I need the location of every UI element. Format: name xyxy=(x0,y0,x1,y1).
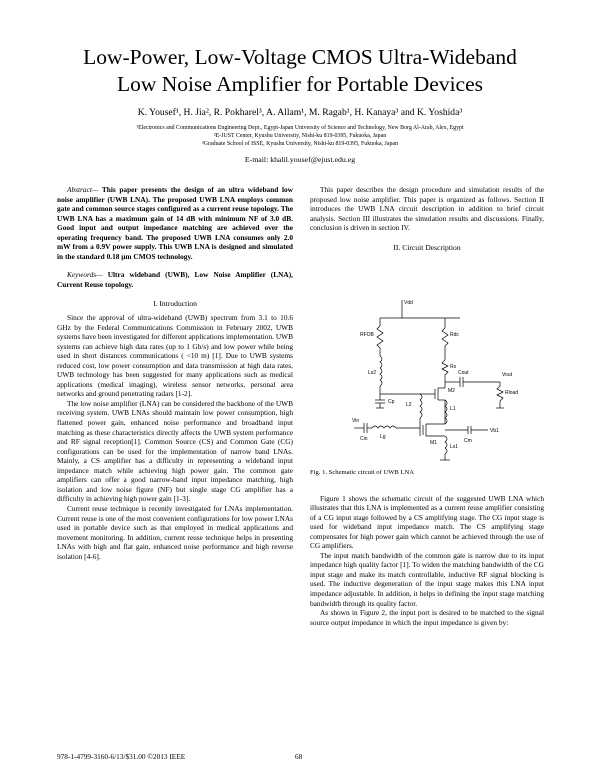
label-l2: L2 xyxy=(406,402,412,408)
keywords-label: Keywords— xyxy=(67,270,103,280)
label-vb1: Vb1 xyxy=(490,428,499,434)
intro-paragraph-1: Since the approval of ultra-wideband (UWB) spectrum from 3.1 to 10.6 GHz by the Federal Communications Commission in February 2002, UWB systems have been investigated for different applications implementation. UWB systems can achieve high data rates (up to 1 Gb/s) and low power while being used in short distances communications ( <10 m) [1]. Due to UWB systems reduced cost, low power consumption and data transmission at high data rates, UWB technology has been suggested for many applications such as medical applications (medical imaging), wireless sensor networks, personal area networks and ground penetrating radars [1-2]. xyxy=(57,313,293,399)
circuit-paragraph-1: Figure 1 shows the schematic circuit of the suggested UWB LNA which illustrates that this LNA is implemented as a current reuse amplifier consisting of a CG input stage followed by a CS amplifying stage. The CG input stage is used for wideband input impedance match. The CS amplifying stage compensates for high power gain which cannot be achieved through the use of CG amplifiers. xyxy=(310,493,544,551)
label-cm: Cm xyxy=(464,438,472,444)
footer-copyright: 978-1-4799-3160-6/13/$31.00 ©2013 IEEE xyxy=(57,752,186,761)
right-column-lower xyxy=(310,468,544,627)
section-heading-circuit-description: II. Circuit Description xyxy=(393,242,461,252)
label-cp: Cp xyxy=(388,399,395,405)
label-rfob: RFOB xyxy=(360,332,374,338)
label-cout: Cout xyxy=(458,370,469,376)
circuit-paragraph-2: The input match bandwidth of the common gate is narrow due to its input impedance high quality factor [1]. To widen the matching bandwidth of the CG input stage and make its match controllable, inductive RF signal blocking is used. The inductive degeneration of the input stage makes this LNA input impedance adjustable. In addition, it helps in defining the input stage matching bandwidth through its quality factor. xyxy=(310,550,544,608)
label-rs: Rs xyxy=(450,364,457,370)
organization-paragraph: This paper describes the design procedure and simulation results of the proposed low noise amplifier. This paper is organized as follows. Section II introduces the UWB LNA circuit description in addition to brief circuit analysis. Section III illustrates the simulation results and discussions. Finally, conclusion is driven in section IV. xyxy=(310,185,544,233)
title-line-1: Low-Power, Low-Voltage CMOS Ultra-Wideband xyxy=(83,45,517,69)
circuit-paragraph-3: As shown in Figure 2, the input port is desired to be matched to the signal source output impedance in which the input impedance is given by: xyxy=(310,608,544,627)
abstract-label: Abstract— xyxy=(67,185,99,194)
label-m2: M2 xyxy=(448,388,455,394)
left-column xyxy=(57,185,293,561)
figure-caption: Fig. 1. Schematic circuit of UWB LNA xyxy=(310,469,415,476)
label-vout: Vout xyxy=(502,372,513,378)
paper-title xyxy=(30,44,570,98)
label-vin: Vin xyxy=(352,418,360,424)
title-line-2: Low Noise Amplifier for Portable Devices xyxy=(116,72,483,96)
label-lg: Lg xyxy=(380,434,386,440)
author-list: K. Yousef¹, H. Jia², R. Pokharel³, A. Allam¹, M. Ragab¹, H. Kanaya³ and K. Yoshida³ xyxy=(137,107,463,118)
label-ls1: Ls1 xyxy=(450,444,459,450)
keywords-text: Ultra wideband (UWB), Low Noise Amplifier (LNA), Current Reuse topology. xyxy=(57,270,293,289)
schematic-figure xyxy=(350,296,540,466)
label-cin: Cin xyxy=(360,436,368,442)
affiliation-3: ³Graduate School of ISSE, Kyushu University, Nishi-ku 819-0395, Fukuoka, Japan xyxy=(202,140,398,147)
right-column xyxy=(310,185,544,256)
section-heading-introduction: I. Introduction xyxy=(153,299,197,309)
affiliation-2: ²E-JUST Center, Kyushu University, Nishi-ku 819-0395, Fukuoka, Japan xyxy=(213,132,387,139)
affiliations xyxy=(30,125,570,148)
affiliation-1: ¹Electronics and Communications Engineering Dept., Egypt-Japan University of Science and Technology, New Borg Al-Arab, Alex, Egypt xyxy=(136,125,464,131)
abstract-text: This paper presents the design of an ultra wideband low noise amplifier (UWB LNA). The proposed UWB LNA employs common gate and common source stages configured as a current reuse topology. The UWB LNA has a maximum gain of 14 dB with minimum NF of 3.0 dB. Good input and output impedance matching are achieved over the operating frequency band. The proposed UWB LNA consumes only 2.0 mW from a 0.9V power supply. This UWB LNA is designed and simulated in the standard 0.18 μm CMOS technology. xyxy=(57,185,293,261)
abstract xyxy=(57,185,293,261)
intro-paragraph-2: The low noise amplifier (LNA) can be considered the backbone of the UWB receiving system. UWB LNAs should maintain low power consumption, high flattened power gain, enhanced noise performance and broadband input matching as these characteristics directly affects the UWB system performance and RF signal reception[1]. Common Source (CS) and Common Gate (CG) configurations can be used for the implementation of narrow band LNAs. Mainly, a CS amplifier has a difficulty in representing a wideband input impedance match while achieving high power gain. The common gate amplifiers can offer a good narrow-band input impedance matching, high isolation and low noise figure (NF) but single stage CG amplifier has a difficulty in achieving high power gain [1-3]. xyxy=(57,398,293,504)
intro-paragraph-3: Current reuse technique is recently investigated for LNAs implementation. Current reuse is one of the most convenient configurations for low power LNAs used in portable device such as that employed in medical applications and movement monitoring. In addition, current reuse technique helps in presenting LNAs with high and flat gain, enhanced noise performance and high reverse isolation [4-6]. xyxy=(57,503,293,561)
keywords xyxy=(57,270,293,289)
page-number: 68 xyxy=(295,752,303,761)
label-vdd: Vdd xyxy=(404,300,413,306)
label-rdc: Rdc xyxy=(450,332,459,338)
label-ls2: Ls2 xyxy=(368,370,377,376)
label-l1: L1 xyxy=(450,406,456,412)
label-rload: Rload xyxy=(505,390,519,396)
contact-email: E-mail: khalil.yousef@ejust.edu.eg xyxy=(244,155,356,164)
label-m1: M1 xyxy=(430,440,437,446)
